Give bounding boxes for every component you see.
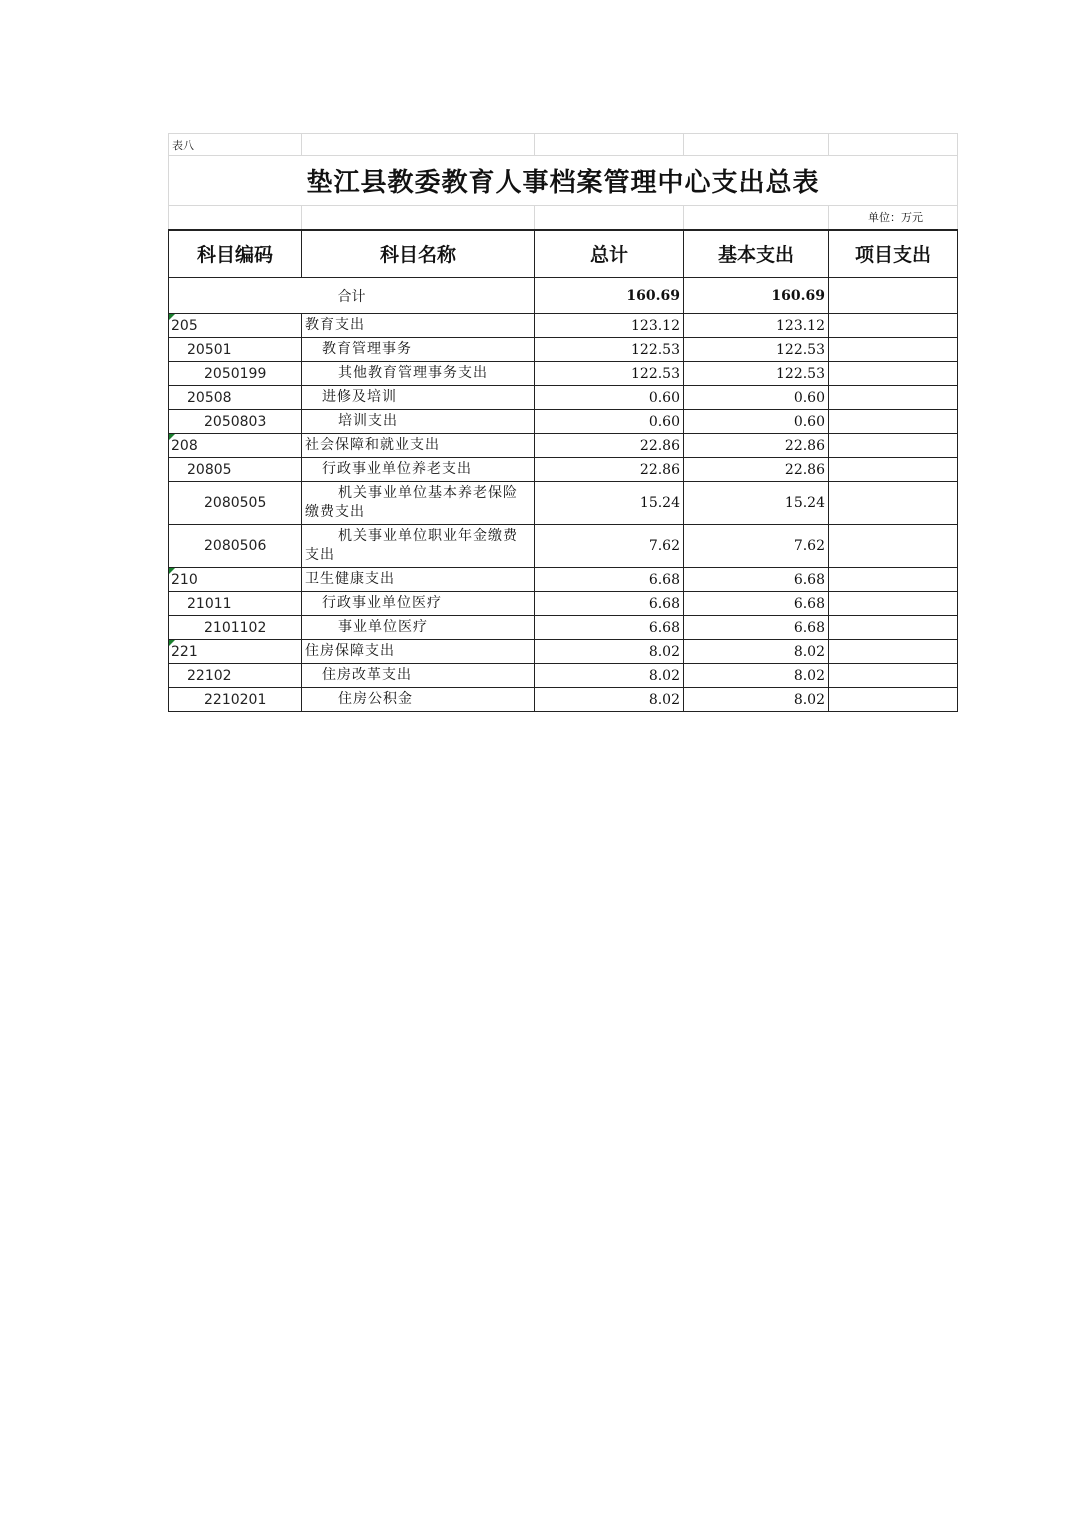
total-value-text: 22.86 bbox=[639, 437, 680, 454]
total-value-text: 15.24 bbox=[639, 495, 680, 511]
total-value bbox=[535, 386, 684, 410]
basic-value bbox=[684, 314, 829, 338]
subject-name bbox=[302, 688, 535, 712]
basic-value-text: 123.12 bbox=[776, 317, 825, 334]
column-header-total: 总计 bbox=[535, 230, 684, 278]
total-basic: 160.69 bbox=[684, 278, 829, 314]
subject-name-text: 进修及培训 bbox=[322, 389, 397, 405]
basic-value bbox=[684, 525, 829, 568]
project-value bbox=[829, 434, 958, 458]
total-value bbox=[535, 616, 684, 640]
column-header-name: 科目名称 bbox=[302, 230, 535, 278]
basic-value bbox=[684, 338, 829, 362]
total-value bbox=[535, 592, 684, 616]
total-value bbox=[535, 314, 684, 338]
basic-value bbox=[684, 688, 829, 712]
basic-value bbox=[684, 458, 829, 482]
subject-name bbox=[302, 362, 535, 386]
subject-name bbox=[302, 640, 535, 664]
subject-code-text: 2210201 bbox=[204, 691, 267, 708]
basic-value-text: 15.24 bbox=[784, 495, 825, 511]
subject-code bbox=[169, 525, 302, 568]
subject-code bbox=[169, 386, 302, 410]
subject-name bbox=[302, 386, 535, 410]
subject-name bbox=[302, 410, 535, 434]
basic-value bbox=[684, 616, 829, 640]
total-value-text: 8.02 bbox=[648, 667, 680, 684]
subject-code bbox=[169, 482, 302, 525]
total-value bbox=[535, 640, 684, 664]
subject-code bbox=[169, 568, 302, 592]
subject-name-text: 培训支出 bbox=[338, 413, 398, 429]
project-value bbox=[829, 664, 958, 688]
subject-name-text: 教育支出 bbox=[305, 317, 365, 333]
project-value bbox=[829, 616, 958, 640]
basic-value-text: 8.02 bbox=[793, 667, 825, 684]
total-value bbox=[535, 664, 684, 688]
subject-name-text: 教育管理事务 bbox=[322, 341, 412, 357]
column-header-project: 项目支出 bbox=[829, 230, 958, 278]
subject-code-text: 20508 bbox=[187, 389, 232, 406]
project-value bbox=[829, 525, 958, 568]
subject-name bbox=[302, 568, 535, 592]
table-row bbox=[169, 592, 958, 616]
subject-code bbox=[169, 410, 302, 434]
subject-code-text: 221 bbox=[171, 643, 198, 660]
subject-name bbox=[302, 616, 535, 640]
unit-row bbox=[169, 206, 958, 230]
total-value bbox=[535, 434, 684, 458]
expenditure-sheet bbox=[168, 133, 957, 712]
table-row bbox=[169, 688, 958, 712]
total-value-text: 0.60 bbox=[648, 413, 680, 430]
subject-name-text: 行政事业单位医疗 bbox=[322, 595, 442, 611]
subject-code-text: 2080505 bbox=[204, 495, 267, 511]
subject-code bbox=[169, 314, 302, 338]
subject-name-text: 其他教育管理事务支出 bbox=[338, 365, 488, 381]
total-value-text: 8.02 bbox=[648, 691, 680, 708]
subject-code-text: 22102 bbox=[187, 667, 232, 684]
total-value-text: 6.68 bbox=[648, 571, 680, 588]
table-body bbox=[169, 314, 958, 712]
basic-value bbox=[684, 386, 829, 410]
subject-code-text: 20501 bbox=[187, 341, 232, 358]
basic-value bbox=[684, 482, 829, 525]
basic-value bbox=[684, 434, 829, 458]
table-row bbox=[169, 640, 958, 664]
subject-name-text: 社会保障和就业支出 bbox=[305, 437, 440, 453]
project-value bbox=[829, 482, 958, 525]
basic-value-text: 6.68 bbox=[793, 571, 825, 588]
project-value bbox=[829, 568, 958, 592]
basic-value-text: 7.62 bbox=[793, 538, 825, 554]
total-value-text: 122.53 bbox=[631, 341, 680, 358]
basic-value-text: 22.86 bbox=[784, 461, 825, 478]
total-value bbox=[535, 568, 684, 592]
table-label: 表八 bbox=[169, 134, 302, 156]
basic-value-text: 0.60 bbox=[793, 413, 825, 430]
subject-code bbox=[169, 664, 302, 688]
column-header-basic: 基本支出 bbox=[684, 230, 829, 278]
table-row bbox=[169, 434, 958, 458]
total-value bbox=[535, 458, 684, 482]
total-value-text: 122.53 bbox=[631, 365, 680, 382]
unit-label: 单位：万元 bbox=[829, 206, 958, 230]
subject-name-text: 事业单位医疗 bbox=[338, 619, 428, 635]
basic-value bbox=[684, 592, 829, 616]
table-row bbox=[169, 338, 958, 362]
basic-value bbox=[684, 640, 829, 664]
title-row bbox=[169, 156, 958, 206]
basic-value-text: 6.68 bbox=[793, 619, 825, 636]
subject-code bbox=[169, 688, 302, 712]
table-row bbox=[169, 410, 958, 434]
column-header-code: 科目编码 bbox=[169, 230, 302, 278]
table-row bbox=[169, 525, 958, 568]
subject-code-text: 210 bbox=[171, 571, 198, 588]
total-value-text: 0.60 bbox=[648, 389, 680, 406]
subject-name bbox=[302, 434, 535, 458]
total-project bbox=[829, 278, 958, 314]
total-sum: 160.69 bbox=[535, 278, 684, 314]
project-value bbox=[829, 314, 958, 338]
subject-code-text: 2080506 bbox=[204, 538, 267, 554]
total-value bbox=[535, 688, 684, 712]
project-value bbox=[829, 410, 958, 434]
subject-code-text: 2050199 bbox=[204, 365, 267, 382]
text-format-flag-icon bbox=[169, 434, 175, 440]
total-value-text: 123.12 bbox=[631, 317, 680, 334]
subject-code-text: 205 bbox=[171, 317, 198, 334]
table-row bbox=[169, 458, 958, 482]
project-value bbox=[829, 362, 958, 386]
subject-name-text: 住房保障支出 bbox=[305, 643, 395, 659]
total-value bbox=[535, 525, 684, 568]
total-row bbox=[169, 278, 958, 314]
header-row bbox=[169, 230, 958, 278]
subject-code bbox=[169, 458, 302, 482]
basic-value-text: 6.68 bbox=[793, 595, 825, 612]
subject-code bbox=[169, 640, 302, 664]
basic-value bbox=[684, 568, 829, 592]
project-value bbox=[829, 640, 958, 664]
basic-value-text: 122.53 bbox=[776, 341, 825, 358]
project-value bbox=[829, 688, 958, 712]
table-row bbox=[169, 482, 958, 525]
total-value-text: 6.68 bbox=[648, 619, 680, 636]
table-row bbox=[169, 362, 958, 386]
subject-name bbox=[302, 592, 535, 616]
table-row bbox=[169, 314, 958, 338]
subject-name bbox=[302, 664, 535, 688]
subject-code bbox=[169, 592, 302, 616]
subject-name-text: 机关事业单位职业年金缴费支出 bbox=[305, 528, 518, 563]
table-row bbox=[169, 568, 958, 592]
page-title: 垫江县教委教育人事档案管理中心支出总表 bbox=[169, 156, 958, 206]
total-value-text: 22.86 bbox=[639, 461, 680, 478]
basic-value-text: 8.02 bbox=[793, 643, 825, 660]
subject-code bbox=[169, 362, 302, 386]
subject-code bbox=[169, 616, 302, 640]
text-format-flag-icon bbox=[169, 568, 175, 574]
subject-code bbox=[169, 434, 302, 458]
subject-name-text: 住房改革支出 bbox=[322, 667, 412, 683]
table-row bbox=[169, 616, 958, 640]
project-value bbox=[829, 338, 958, 362]
basic-value-text: 0.60 bbox=[793, 389, 825, 406]
basic-value bbox=[684, 362, 829, 386]
basic-value-text: 8.02 bbox=[793, 691, 825, 708]
total-value-text: 8.02 bbox=[648, 643, 680, 660]
subject-name bbox=[302, 482, 535, 525]
basic-value-text: 122.53 bbox=[776, 365, 825, 382]
text-format-flag-icon bbox=[169, 640, 175, 646]
subject-code-text: 21011 bbox=[187, 595, 232, 612]
table-label-row bbox=[169, 134, 958, 156]
total-label: 合计 bbox=[169, 278, 535, 314]
subject-name bbox=[302, 338, 535, 362]
project-value bbox=[829, 592, 958, 616]
subject-code-text: 20805 bbox=[187, 461, 232, 478]
total-value-text: 7.62 bbox=[648, 538, 680, 554]
subject-code-text: 2101102 bbox=[204, 619, 267, 636]
subject-name-text: 行政事业单位养老支出 bbox=[322, 461, 472, 477]
table-row bbox=[169, 664, 958, 688]
basic-value-text: 22.86 bbox=[784, 437, 825, 454]
subject-name-text: 住房公积金 bbox=[338, 691, 413, 707]
subject-name bbox=[302, 458, 535, 482]
total-value bbox=[535, 338, 684, 362]
total-value bbox=[535, 410, 684, 434]
basic-value bbox=[684, 664, 829, 688]
total-value bbox=[535, 362, 684, 386]
subject-name-text: 机关事业单位基本养老保险缴费支出 bbox=[305, 485, 518, 520]
subject-code bbox=[169, 338, 302, 362]
table-row bbox=[169, 386, 958, 410]
project-value bbox=[829, 386, 958, 410]
subject-name bbox=[302, 525, 535, 568]
basic-value bbox=[684, 410, 829, 434]
subject-code-text: 2050803 bbox=[204, 413, 267, 430]
total-value-text: 6.68 bbox=[648, 595, 680, 612]
subject-name-text: 卫生健康支出 bbox=[305, 571, 395, 587]
project-value bbox=[829, 458, 958, 482]
subject-name bbox=[302, 314, 535, 338]
expenditure-table bbox=[168, 133, 958, 712]
total-value bbox=[535, 482, 684, 525]
text-format-flag-icon bbox=[169, 314, 175, 320]
subject-code-text: 208 bbox=[171, 437, 198, 454]
